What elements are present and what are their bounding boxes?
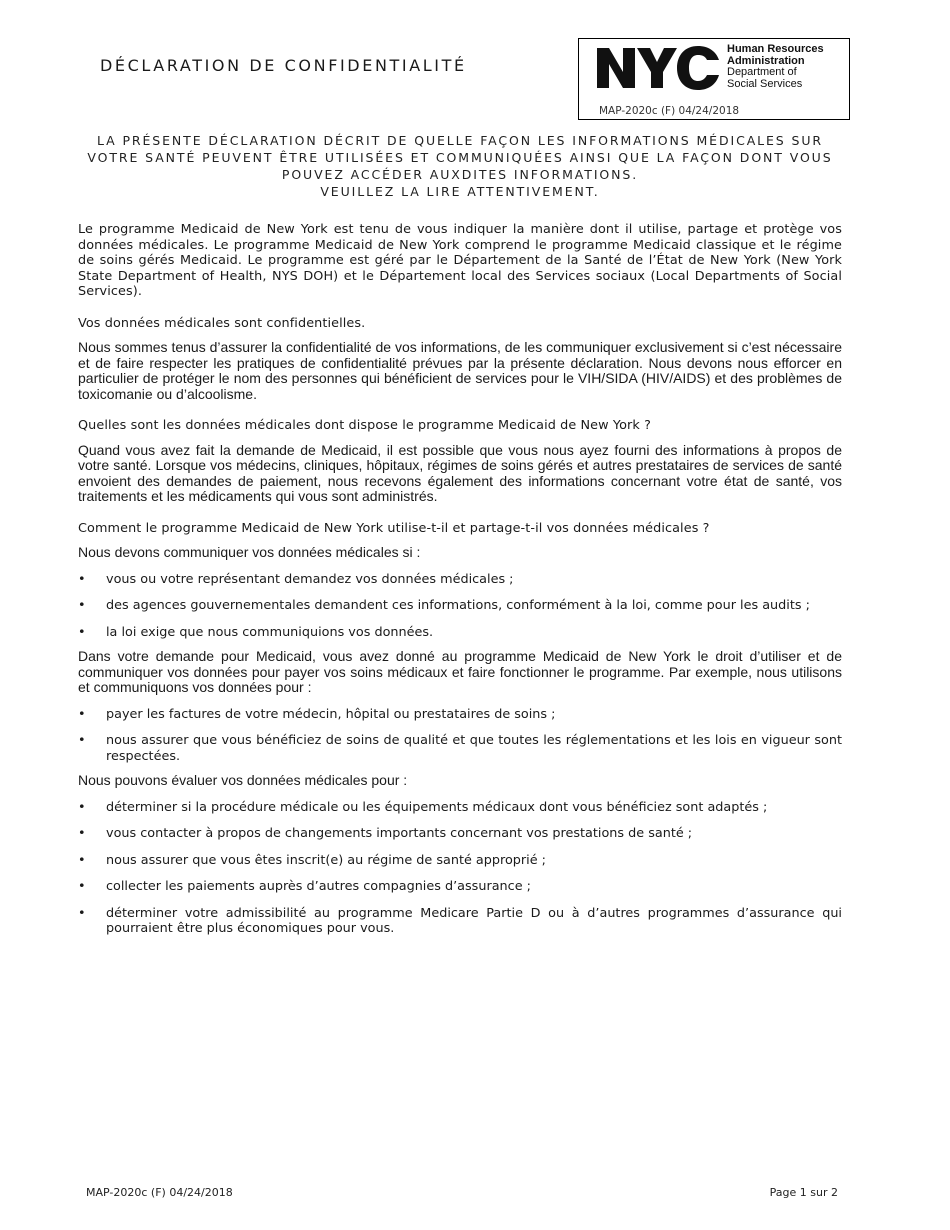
notice-banner (78, 132, 842, 200)
bullet-icon: • (78, 905, 86, 921)
dept-name-line-1: Department of (727, 66, 797, 78)
application-use-list (78, 707, 842, 765)
list-item: • déterminer votre admissibilité au programme Medicare Partie D ou à d’autres programmes d’assurance qui pourraient être plus économiques pour vous. (78, 905, 842, 936)
data-held-paragraph: Quand vous avez fait la demande de Medicaid, il est possible que vous nous ayez fourni des informations à propos de votre santé. Lorsque vos médecins, cliniques, hôpitaux, régimes de soins gérés et autres prestataires de services de santé envoient des demandes de paiement, nous recevons également des informations concernant votre état de santé, vos traitements et les médicaments qui vous sont administrés. (78, 441, 842, 504)
org-name-line-1: Human Resources (727, 43, 824, 55)
agency-name (727, 44, 824, 90)
must-share-list (78, 572, 842, 641)
notice-line: VEUILLEZ LA LIRE ATTENTIVEMENT. (320, 184, 600, 199)
must-share-intro: Nous devons communiquer vos données médicales si : (78, 544, 421, 560)
list-item: • la loi exige que nous communiquions vos données. (78, 624, 434, 640)
application-paragraph: Dans votre demande pour Medicaid, vous avez donné au programme Medicaid de New York le droit d’utiliser et de communiquer vos données pour payer vos soins médicaux et faire fonctionner le programme. Par exemple, nous utilisons et communiquons vos données pour : (78, 648, 842, 695)
document-body (78, 222, 842, 937)
evaluate-list (78, 800, 842, 937)
list-item: • vous ou votre représentant demandez vos données médicales ; (78, 571, 514, 587)
section-heading: Vos données médicales sont confidentielles. (78, 315, 366, 331)
dept-name-line-2: Social Services (727, 77, 803, 90)
notice-line: POUVEZ ACCÉDER AUXDITES INFORMATIONS. (281, 167, 639, 182)
bullet-icon: • (78, 598, 86, 613)
list-item: • nous assurer que vous êtes inscrit(e) au régime de santé approprié ; (78, 852, 546, 868)
confidentiality-paragraph: Nous sommes tenus d’assurer la confidentialité de vos informations, de les communiquer exclusivement si c’est nécessaire et de faire respecter les pratiques de confidentialité prévues par la présente déclaration. Nous devons nous efforcer en particulier de protéger le nom des personnes qui bénéficient de services pour le VIH/SIDA (HIV/AIDS) et des problèmes de toxicomanie ou d’alcoolisme. (78, 339, 842, 402)
bullet-icon: • (78, 879, 86, 894)
notice-line: LA PRÉSENTE DÉCLARATION DÉCRIT DE QUELLE FAÇON LES INFORMATIONS MÉDICALES SUR (97, 133, 823, 148)
page-number: Page 1 sur 2 (769, 1186, 838, 1199)
page-title: DÉCLARATION DE CONFIDENTIALITÉ (100, 56, 467, 75)
bullet-icon: • (78, 733, 86, 748)
section-heading: Comment le programme Medicaid de New York utilise-t-il et partage-t-il vos données médicales ? (78, 520, 710, 536)
list-item: • déterminer si la procédure médicale ou les équipements médicaux dont vous bénéficiez sont adaptés ; (78, 799, 768, 815)
list-item: • payer les factures de votre médecin, hôpital ou prestataires de soins ; (78, 706, 556, 722)
evaluate-intro: Nous pouvons évaluer vos données médicales pour : (78, 772, 408, 788)
list-item: • collecter les paiements auprès d’autres compagnies d’assurance ; (78, 879, 531, 894)
bullet-icon: • (78, 706, 86, 722)
list-item: • des agences gouvernementales demandent ces informations, conformément à la loi, comme pour les audits ; (78, 598, 810, 613)
bullet-icon: • (78, 852, 86, 868)
list-item: • vous contacter à propos de changements importants concernant vos prestations de santé ; (78, 826, 693, 841)
bullet-icon: • (78, 571, 86, 587)
footer-form-code: MAP-2020c (F) 04/24/2018 (86, 1186, 233, 1199)
form-code-header: MAP-2020c (F) 04/24/2018 (599, 105, 740, 117)
notice-line: VOTRE SANTÉ PEUVENT ÊTRE UTILISÉES ET COMMUNIQUÉES AINSI QUE LA FAÇON DONT VOUS (87, 150, 833, 165)
list-item: • nous assurer que vous bénéficiez de soins de qualité et que toutes les réglementations et les lois en vigueur sont respectées. (78, 733, 842, 764)
intro-paragraph: Le programme Medicaid de New York est tenu de vous indiquer la manière dont il utilise, partage et protège vos données médicales. Le programme Medicaid de New York comprend le programme Medicaid classique et le régime de soins gérés Medicaid. Le programme est géré par le Département de la Santé de l’État de New York (New York State Department of Health, NYS DOH) et le Département local des Services sociaux (Local Departments of Social Services). (78, 222, 842, 299)
bullet-icon: • (78, 799, 86, 815)
org-name-line-2: Administration (727, 54, 805, 67)
bullet-icon: • (78, 826, 86, 841)
agency-logo-box (578, 38, 850, 120)
section-heading: Quelles sont les données médicales dont dispose le programme Medicaid de New York ? (78, 418, 651, 433)
nyc-logo (595, 44, 721, 92)
bullet-icon: • (78, 624, 86, 640)
